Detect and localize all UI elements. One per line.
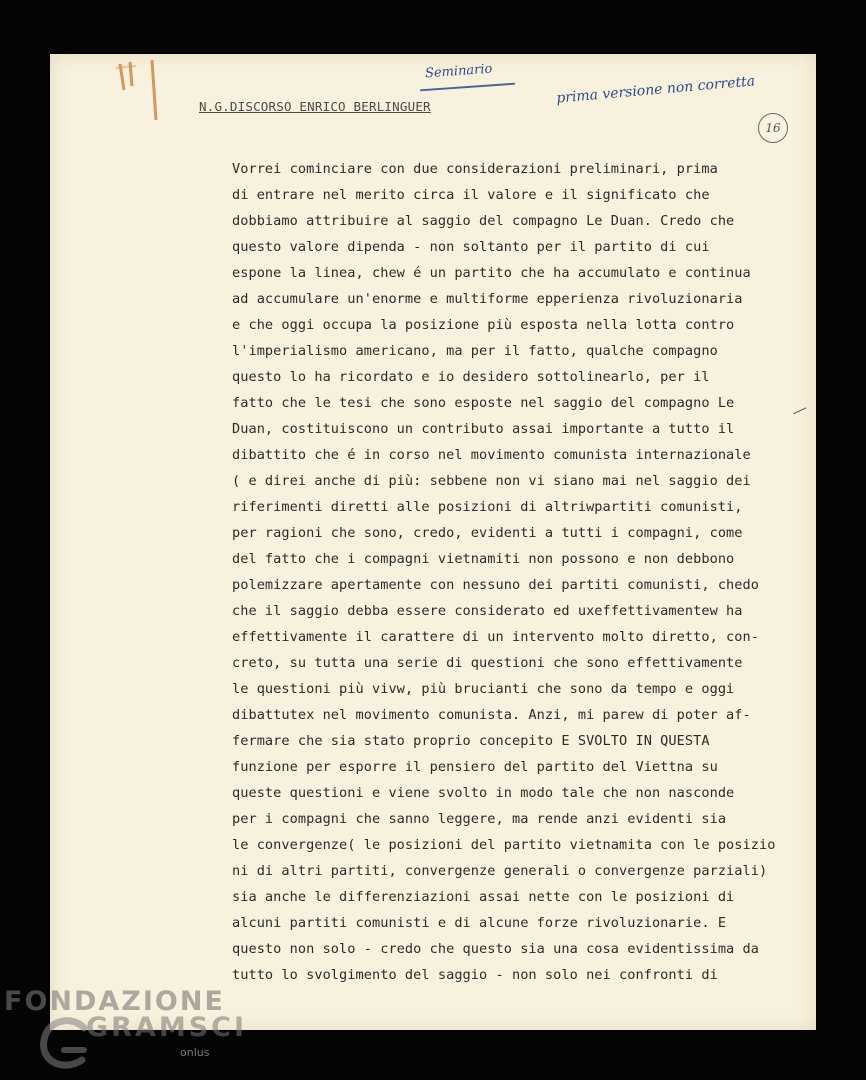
text-line: del fatto che i compagni vietnamiti non possono e non debbono [232,551,735,567]
text-line: alcuni partiti comunisti e di alcune forze rivoluzionarie. E [232,915,727,931]
watermark-suffix: onlus [180,1046,210,1059]
text-line: dobbiamo attribuire al saggio del compagno Le Duan. Credo che [232,213,735,229]
rust-stain-mark [112,56,172,126]
text-line: Duan, costituiscono un contributo assai importante a tutto il [232,421,735,437]
text-line: le convergenze( le posizioni del partito vietnamita con le posizio [232,837,776,853]
text-line: dibattito che é in corso nel movimento comunista internazionale [232,447,751,463]
text-line: fermare che sia stato proprio concepito E SVOLTO IN QUESTA [232,733,710,749]
text-line: queste questioni e viene svolto in modo tale che non nasconde [232,785,735,801]
text-line: di entrare nel merito circa il valore e il significato che [232,187,710,203]
text-line: fatto che le tesi che sono esposte nel saggio del compagno Le [232,395,735,411]
text-line: per ragioni che sono, credo, evidenti a tutti i compagni, come [232,525,743,541]
watermark-line2: GRAMSCI [86,1012,248,1043]
page-number-circle: 16 [758,113,788,143]
text-line: questo valore dipenda - non soltanto per il partito di cui [232,239,710,255]
text-line: questo lo ha ricordato e io desidero sottolinearlo, per il [232,369,710,385]
text-line: polemizzare apertamente con nessuno dei partiti comunisti, chedo [232,577,759,593]
text-line: Vorrei cominciare con due considerazioni preliminari, prima [232,161,718,177]
text-line: tutto lo svolgimento del saggio - non solo nei confronti di [232,967,718,983]
text-line: ( e direi anche di più: sebbene non vi siano mai nel saggio dei [232,473,751,489]
handwritten-seminario-note: Seminario [424,61,493,82]
watermark-line1: FONDAZIONE [4,986,225,1017]
text-line: per i compagni che sanno leggere, ma rende anzi evidenti sia [232,811,727,827]
text-line: espone la linea, chew é un partito che ha accumulato e continua [232,265,751,281]
text-line: creto, su tutta una serie di questioni che sono effettivamente [232,655,743,671]
text-line: riferimenti diretti alle posizioni di altriwpartiti comunisti, [232,499,743,515]
g-swoosh-icon [34,1010,94,1074]
typewritten-body [232,156,775,988]
fondazione-gramsci-watermark [4,986,248,1059]
text-line: funzione per esporre il pensiero del partito del Viettna su [232,759,718,775]
handwritten-version-note: prima versione non corretta [555,73,756,107]
text-line: effettivamente il carattere di un intervento molto diretto, con- [232,629,759,645]
text-line: dibattutex nel movimento comunista. Anzi, mi parew di poter af- [232,707,751,723]
text-line: l'imperialismo americano, ma per il fatto, qualche compagno [232,343,718,359]
text-line: e che oggi occupa la posizione più esposta nella lotta contro [232,317,735,333]
text-line: questo non solo - credo che questo sia una cosa evidentissima da [232,941,759,957]
text-line: ni di altri partiti, convergenze generali o convergenze parziali) [232,863,768,879]
text-line: sia anche le differenziazioni assai nette con le posizioni di [232,889,735,905]
text-line: ad accumulare un'enorme e multiforme epperienza rivoluzionaria [232,291,743,307]
text-line: le questioni più vivw, più brucianti che sono da tempo e oggi [232,681,735,697]
text-line: che il saggio debba essere considerato ed uxeffettivamentew ha [232,603,743,619]
document-heading: N.G.DISCORSO ENRICO BERLINGUER [199,99,431,114]
